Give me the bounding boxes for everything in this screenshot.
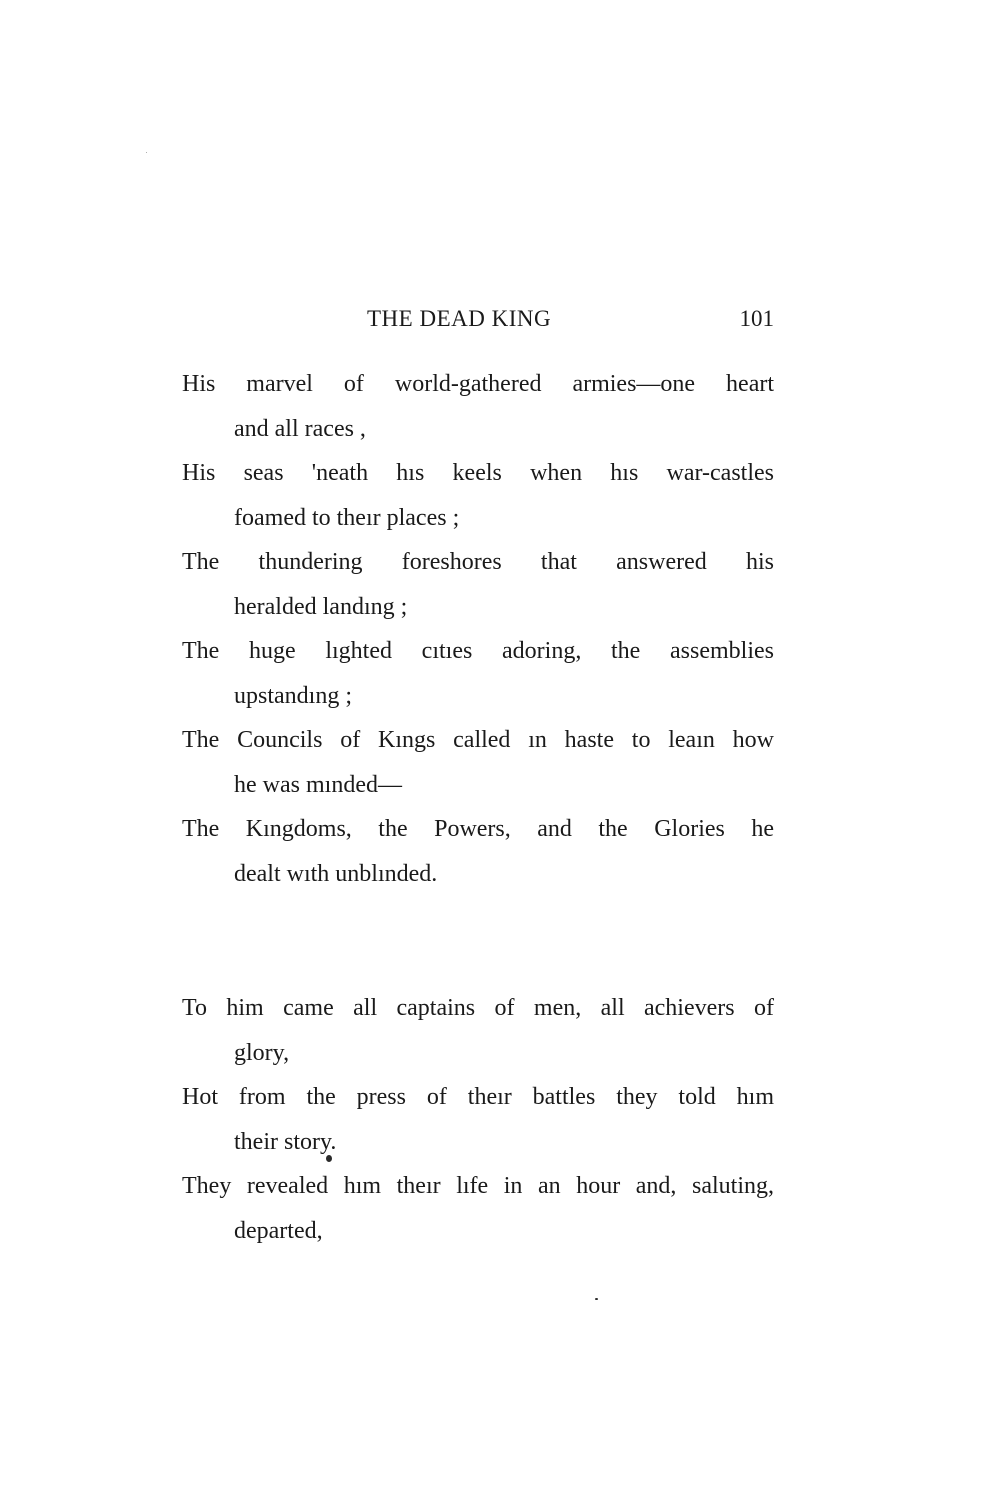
verse-line: His seas 'neath hıs keels when hıs war-castles (182, 460, 774, 486)
verse-line-continuation: their story. (234, 1128, 337, 1155)
verse-line-continuation: departed, (234, 1217, 323, 1244)
verse-line: The Councils of Kıngs called ın haste to leaın how (182, 727, 774, 753)
running-title: THE DEAD KING (367, 306, 552, 331)
stanza-2 (182, 986, 774, 1253)
verse-line: His marvel of world-gathered armies—one heart (182, 371, 774, 397)
verse-line: The Kıngdoms, the Powers, and the Glories he (182, 816, 774, 842)
ink-speck (146, 152, 147, 153)
verse-line-continuation: dealt wıth unblınded. (234, 860, 438, 887)
verse-line-continuation: heralded landıng ; (234, 593, 408, 620)
verse-line-continuation: upstandıng ; (234, 682, 352, 709)
ink-speck (326, 1155, 332, 1162)
running-head (182, 306, 774, 338)
verse-line: To him came all captains of men, all achievers of (182, 995, 774, 1021)
page-number: 101 (739, 306, 774, 331)
verse-line-continuation: he was mınded— (234, 771, 402, 798)
verse-line: The thundering foreshores that answered his (182, 549, 774, 575)
ink-speck (595, 1298, 598, 1300)
verse-line: Hot from the press of theır battles they told hım (182, 1084, 774, 1110)
verse-line-continuation: and all races , (234, 415, 366, 442)
verse-line-continuation: glory, (234, 1039, 290, 1066)
verse-line-continuation: foamed to theır places ; (234, 504, 460, 531)
stanza-1 (182, 362, 774, 896)
verse-line: The huge lıghted cıtıes adoring, the assemblies (182, 638, 774, 664)
verse-line: They revealed hım theır lıfe in an hour and, saluting, (182, 1173, 774, 1199)
